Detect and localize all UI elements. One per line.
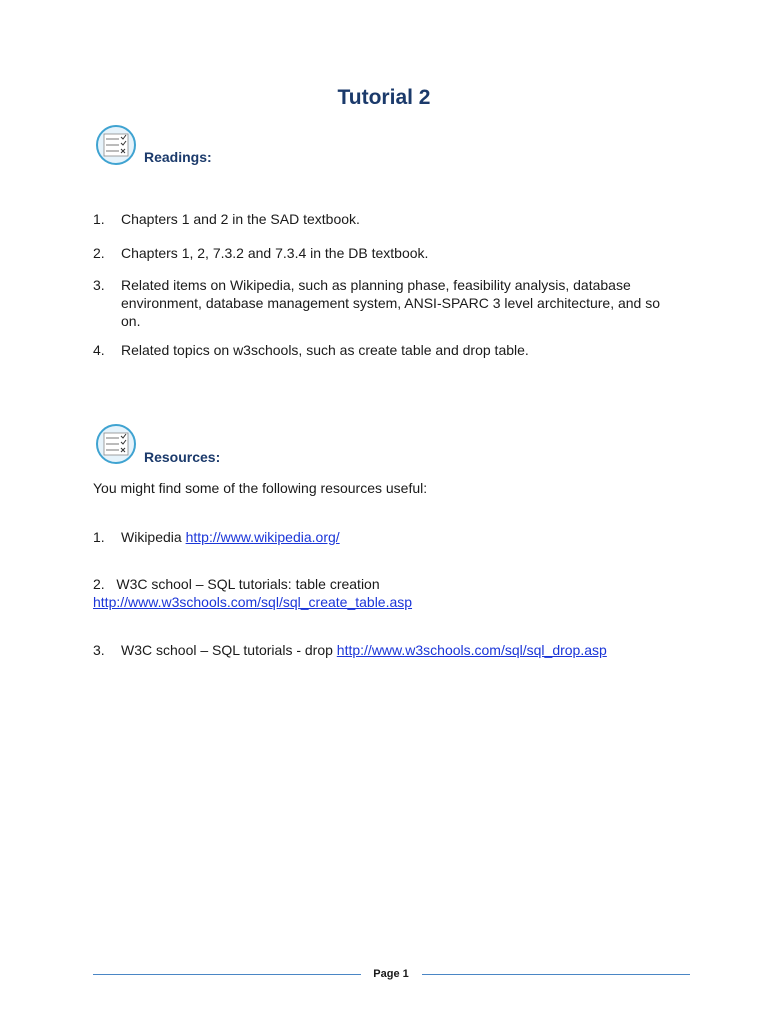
readings-heading: Readings: [144, 149, 212, 165]
page-number: Page 1 [373, 968, 409, 980]
list-item [93, 528, 693, 546]
list-item [93, 641, 693, 659]
list-text: Related items on Wikipedia, such as planning phase, feasibility analysis, database environment, database management system, ANSI-SPARC 3 level architecture, and so on. [121, 277, 661, 329]
list-item [93, 341, 693, 359]
list-item [93, 276, 665, 330]
list-item [93, 244, 693, 262]
list-item [93, 210, 693, 228]
drop-table-link[interactable]: http://www.w3schools.com/sql/sql_drop.asp [336, 642, 607, 658]
list-text: Wikipedia [121, 529, 182, 545]
list-number: 4. [93, 342, 105, 358]
list-number: 1. [93, 529, 105, 545]
list-text: Related topics on w3schools, such as create table and drop table. [121, 342, 529, 358]
checklist-icon [95, 124, 137, 166]
footer-rule-left [93, 974, 361, 975]
footer-rule-right [422, 974, 690, 975]
list-text: Chapters 1, 2, 7.3.2 and 7.3.4 in the DB textbook. [121, 245, 429, 261]
list-number: 2. [93, 245, 105, 261]
checklist-icon [95, 423, 137, 465]
list-number: 3. [93, 277, 105, 293]
list-item [93, 575, 693, 611]
create-table-link[interactable]: http://www.w3schools.com/sql/sql_create_table.asp [93, 594, 413, 610]
list-text: Chapters 1 and 2 in the SAD textbook. [121, 211, 360, 227]
page-title: Tutorial 2 [337, 86, 431, 109]
wikipedia-link[interactable]: http://www.wikipedia.org/ [185, 529, 340, 545]
list-number: 3. [93, 642, 105, 658]
list-text: W3C school – SQL tutorials: table creation [116, 576, 380, 592]
resources-intro: You might find some of the following resources useful: [93, 480, 428, 496]
resources-heading: Resources: [144, 449, 221, 465]
list-text: W3C school – SQL tutorials - drop [121, 642, 333, 658]
list-number: 1. [93, 211, 105, 227]
list-number: 2. [93, 576, 105, 592]
